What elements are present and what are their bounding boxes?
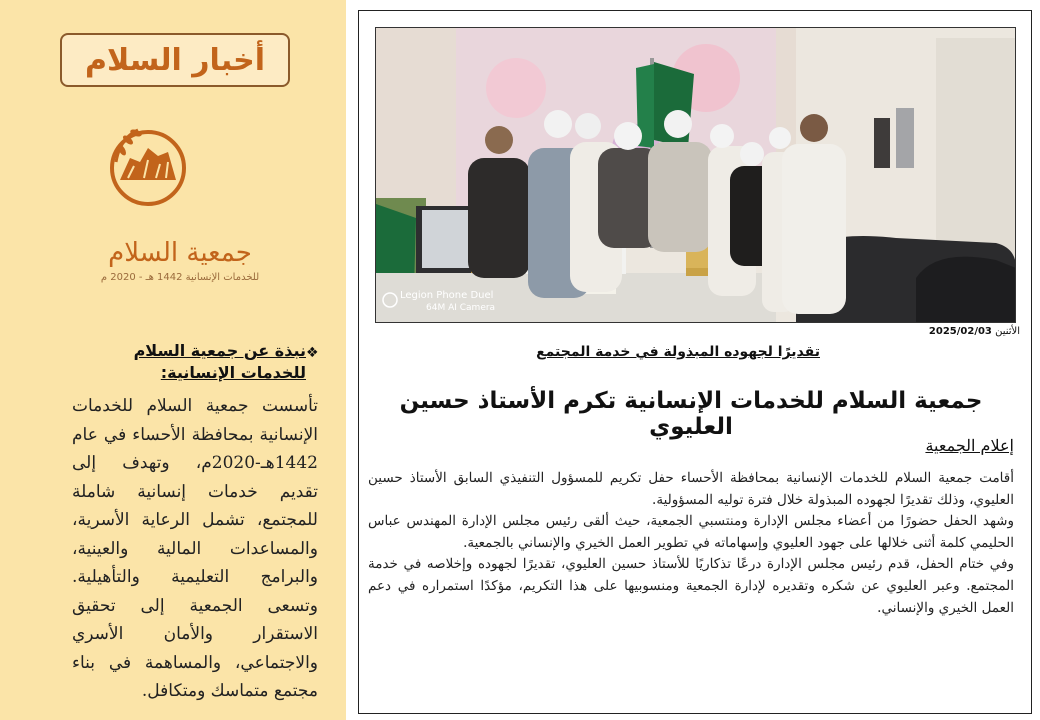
about-text: تأسست جمعية السلام للخدمات الإنسانية بمحافظة الأحساء في عام 1442هـ-2020م، وتهدف إلى تقديم خدمات إنسانية شاملة للمجتمع، تشمل الرعاية الأسرية، والمساعدات المالية والعينية، والبرامج التعليمية والتأهيلية. وتسعى الجمعية إلى تحقيق الاستقرار والأمان الأسري والاجتماعي، والمساهمة في بناء مجتمع متماسك ومتكافل. [72,396,318,701]
newsletter-masthead [60,33,290,87]
article-paragraph: وشهد الحفل حضورًا من أعضاء مجلس الإدارة ومنتسبي الجمعية، حيث ألقى رئيس مجلس الإدارة المهندس عباس الحليمي كلمة أثنى خلالها على جهود العليوي وإسهاماته في تطوير العمل الخيري والإنساني بالجمعية. [368,513,1014,551]
article-kicker: تقديرًا لجهوده المبذولة في خدمة المجتمع [536,344,820,360]
article-dateline [920,326,1020,337]
logo-subtitle: للخدمات الإنسانية 1442 هـ - 2020 م [100,272,260,283]
masthead-title: أخبار السلام [85,42,265,78]
photo-watermark-line1: Legion Phone Duel [400,290,494,301]
article-photo [375,27,1016,323]
article-day: الأثنين [995,326,1020,337]
article-paragraph: أقامت جمعية السلام للخدمات الإنسانية بمحافظة الأحساء حفل تكريم للمسؤول التنفيذي السابق الأستاذ حسين العليوي، وذلك تقديرًا لجهوده المبذولة خلال فترة توليه المسؤولية. [368,470,1014,508]
article-paragraph: وفي ختام الحفل، قدم رئيس مجلس الإدارة درعًا تذكاريًا للأستاذ حسين العليوي، تقديرًا لجهوده وإخلاصه في خدمة المجتمع. وعبر العليوي عن شكره وتقديره لإدارة الجمعية ومنسوبيها على هذا التكريم، مؤكدًا استمراره في دعم العمل الخيري والإنساني. [368,556,1014,616]
article-headline: جمعية السلام للخدمات الإنسانية تكرم الأستاذ حسين العليوي [399,388,983,440]
diamond-bullet-icon: ❖ [306,345,319,361]
about-heading: نبذة عن جمعية السلام للخدمات الإنسانية: [133,341,306,382]
article-byline: إعلام الجمعية [925,436,1014,455]
article-date: 2025/02/03 [928,326,992,337]
photo-watermark-line2: 64M AI Camera [426,303,496,313]
logo-name: جمعية السلام [108,238,252,268]
article-body [368,468,1014,619]
